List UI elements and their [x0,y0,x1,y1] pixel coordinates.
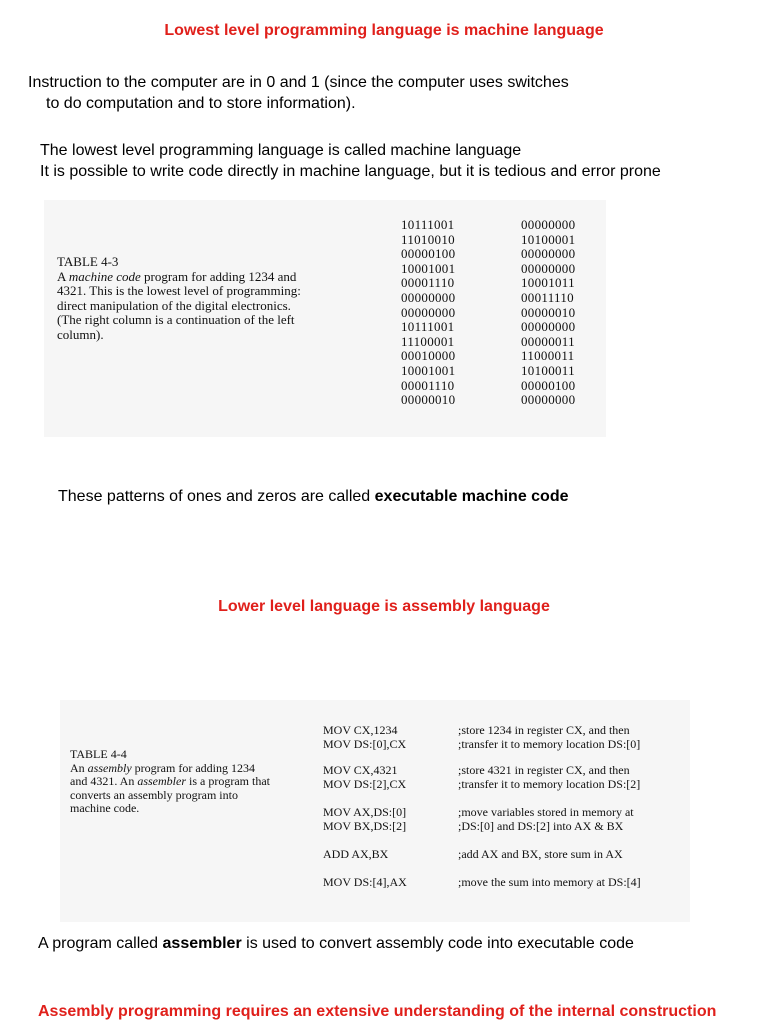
assembly-comment: ;move variables stored in memory at [458,805,634,819]
table-4-4-title: TABLE 4-4 [70,747,127,761]
assembly-comment: ;transfer it to memory location DS:[0] [458,736,641,751]
machine-desc-line-2: It is possible to write code directly in machine language, but it is tedious and error prone [40,163,661,180]
machine-language-description [40,140,661,182]
assembly-listing [323,724,683,914]
binary-word: 11100001 [401,333,455,349]
binary-word: 00000010 [521,304,576,320]
assembly-comment: ;store 1234 in register CX, and then [458,723,630,737]
footer-assembly-note: Assembly programming requires an extensive understanding of the internal construction [38,1003,717,1020]
binary-word: 00001110 [401,377,455,393]
binary-word: 00000000 [521,246,576,262]
assembly-instruction: MOV DS:[0],CX [323,736,407,751]
table-4-4-caption-em-assembly: assembly [87,760,132,775]
binary-word: 00000011 [521,333,575,349]
intro-paragraph [28,72,569,114]
table-4-4-caption-mid: program for adding 1234 and 4321. An [70,760,255,788]
table-4-3-title: TABLE 4-3 [57,254,119,269]
binary-left-column [401,218,455,408]
assembly-comment: ;transfer it to memory location DS:[2] [458,776,641,791]
assembler-sentence [38,933,634,954]
binary-right-column [521,218,575,408]
executable-code-sentence [58,486,569,507]
binary-word: 00011110 [521,289,574,305]
binary-word: 00000000 [521,319,576,335]
binary-word: 00000000 [521,260,576,276]
assembly-instruction: MOV DS:[4],AX [323,875,407,889]
intro-line-1: Instruction to the computer are in 0 and 1 (since the computer uses switches [28,74,569,91]
assembly-instruction: MOV AX,DS:[0] [323,805,407,819]
binary-word: 10001011 [521,275,575,291]
table-4-4-caption-em-assembler: assembler [137,774,187,788]
assembler-prefix: A program called [38,935,163,952]
binary-word: 00010000 [401,348,456,364]
intro-line-2: to do computation and to store information). [46,95,356,112]
assembly-comment: ;add AX and BX, store sum in AX [458,847,623,861]
binary-word: 10001001 [401,362,456,378]
table-4-4-caption [70,748,270,816]
assembly-comment: ;move the sum into memory at DS:[4] [458,875,641,889]
binary-word: 00000100 [401,246,456,262]
binary-word: 00000010 [401,392,456,408]
binary-word: 10100011 [521,362,575,378]
binary-word: 11000011 [521,348,575,364]
table-4-3-machine-code [44,200,606,437]
binary-word: 00000100 [521,377,576,393]
binary-word: 00000000 [521,217,576,232]
assembly-instruction: ADD AX,BX [323,847,389,861]
binary-word: 11010010 [401,231,455,247]
assembly-instruction: MOV CX,1234 [323,723,398,737]
assembler-bold-term: assembler [162,935,242,952]
table-4-3-caption [57,255,312,342]
heading-assembly-language: Lower level language is assembly language [218,598,550,615]
assembly-comment: ;store 4321 in register CX, and then [458,763,630,777]
executable-prefix: These patterns of ones and zeros are called [58,488,375,505]
assembly-instruction: MOV DS:[2],CX [323,776,407,791]
binary-word: 00000000 [401,304,456,320]
assembler-suffix: is used to convert assembly code into executable code [241,935,634,952]
assembly-instruction: MOV CX,4321 [323,763,398,777]
table-4-4-caption-rest: is a program that converts an assembly program into machine code. [70,774,270,815]
assembly-instruction: MOV BX,DS:[2] [323,818,407,833]
executable-bold-term: executable machine code [374,488,569,505]
binary-word: 10100001 [521,231,576,247]
binary-word: 10111001 [401,217,455,232]
table-4-3-caption-emphasis: machine code [68,268,141,284]
table-4-3-caption-a: A [57,268,66,284]
table-4-3-caption-text: program for adding 1234 and 4321. This is the lowest level of programming: direct manipulation of the digital electronics. (The right column is a continuation of the left column). [57,268,301,342]
assembly-comment: ;DS:[0] and DS:[2] into AX & BX [458,818,624,833]
table-4-4-assembly-program [60,700,690,922]
heading-machine-language: Lowest level programming language is machine language [164,22,604,39]
binary-word: 00001110 [401,275,455,291]
binary-word: 00000000 [521,392,576,408]
machine-desc-line-1: The lowest level programming language is called machine language [40,142,522,159]
binary-word: 00000000 [401,289,456,305]
binary-word: 10111001 [401,319,455,335]
binary-word: 10001001 [401,260,456,276]
table-4-4-caption-a: An [70,760,85,775]
